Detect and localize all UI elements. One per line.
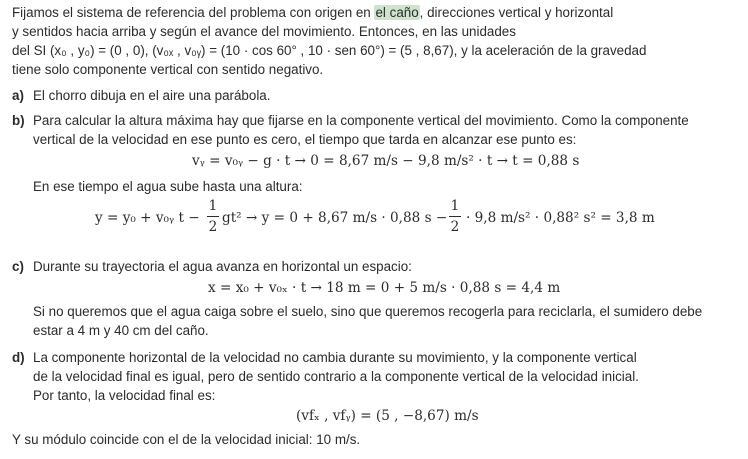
intro-line-3: del SI (x₀ , y₀) = (0 , 0), (v₀ₓ , v₀ᵧ) = (10 · cos 60° , 10 · sen 60°) = (5 , 8,67), y la aceleración de la gravedad xyxy=(12,43,647,58)
equation-horizontal-distance: x = x₀ + v₀ₓ · t → 18 m = 0 + 5 m/s · 0,88 s = 4,4 m xyxy=(208,280,561,296)
part-d-line-3: Por tanto, la velocidad final es: xyxy=(33,388,216,403)
part-c-line-3: estar a 4 m y 40 cm del caño. xyxy=(33,323,209,338)
part-d-line-2: de la velocidad final es igual, pero de sentido contrario a la componente vertical de la velocidad inicial. xyxy=(33,369,639,384)
intro-line-1-start: Fijamos el sistema de referencia del problema con origen en xyxy=(12,5,375,20)
part-c-line-2: Si no queremos que el agua caiga sobre el suelo, sino que queremos recogerla para reciclarla, el sumidero debe xyxy=(33,304,703,319)
part-c-line-1: Durante su trayectoria el agua avanza en horizontal un espacio: xyxy=(33,259,412,274)
part-b-line-1: Para calcular la altura máxima hay que fijarse en la componente vertical del movimiento. Como la componente xyxy=(33,113,689,128)
part-a-text: El chorro dibuja en el aire una parábola. xyxy=(33,88,271,103)
highlighted-text: el caño xyxy=(375,5,419,20)
conclusion-line: Y su módulo coincide con el de la velocidad inicial: 10 m/s. xyxy=(12,432,361,447)
equation-height-part-2: gt² → y = 0 + 8,67 m/s · 0,88 s − xyxy=(222,210,448,226)
fraction-one-half-b xyxy=(449,198,461,235)
intro-line-2: y sentidos hacia arriba y según el avance del movimiento. Entonces, en las unidades xyxy=(12,24,516,39)
fraction-numerator: 1 xyxy=(450,198,460,214)
part-c-label: c) xyxy=(12,259,24,274)
fraction-denominator: 2 xyxy=(450,219,460,235)
intro-line-1-end: , direcciones vertical y horizontal xyxy=(419,5,614,20)
equation-height-part-3: · 9,8 m/s² · 0,88² s² = 3,8 m xyxy=(466,210,655,226)
fraction-bar xyxy=(449,216,461,217)
fraction-numerator: 1 xyxy=(208,198,218,214)
fraction-one-half-a xyxy=(207,198,219,235)
part-b-label: b) xyxy=(12,113,25,128)
fraction-bar xyxy=(207,216,219,217)
part-d-label: d) xyxy=(12,350,25,365)
equation-final-velocity: (vfₓ , vfᵧ) = (5 , −8,67) m/s xyxy=(296,408,479,424)
equation-height-part-1: y = y₀ + v₀ᵧ t − xyxy=(95,210,200,226)
part-a-label: a) xyxy=(12,88,24,103)
intro-line-1 xyxy=(12,4,613,22)
part-b-line-2: vertical de la velocidad en ese punto es cero, el tiempo que tarda en alcanzar ese punto es: xyxy=(33,132,577,147)
fraction-denominator: 2 xyxy=(208,219,218,235)
part-b-line-3: En ese tiempo el agua sube hasta una altura: xyxy=(33,179,303,194)
equation-vertical-velocity: vᵧ = v₀ᵧ − g · t → 0 = 8,67 m/s − 9,8 m/s² · t → t = 0,88 s xyxy=(192,153,580,169)
part-d-line-1: La componente horizontal de la velocidad no cambia durante su movimiento, y la componente vertical xyxy=(33,350,637,365)
intro-line-4: tiene solo componente vertical con sentido negativo. xyxy=(12,62,324,77)
